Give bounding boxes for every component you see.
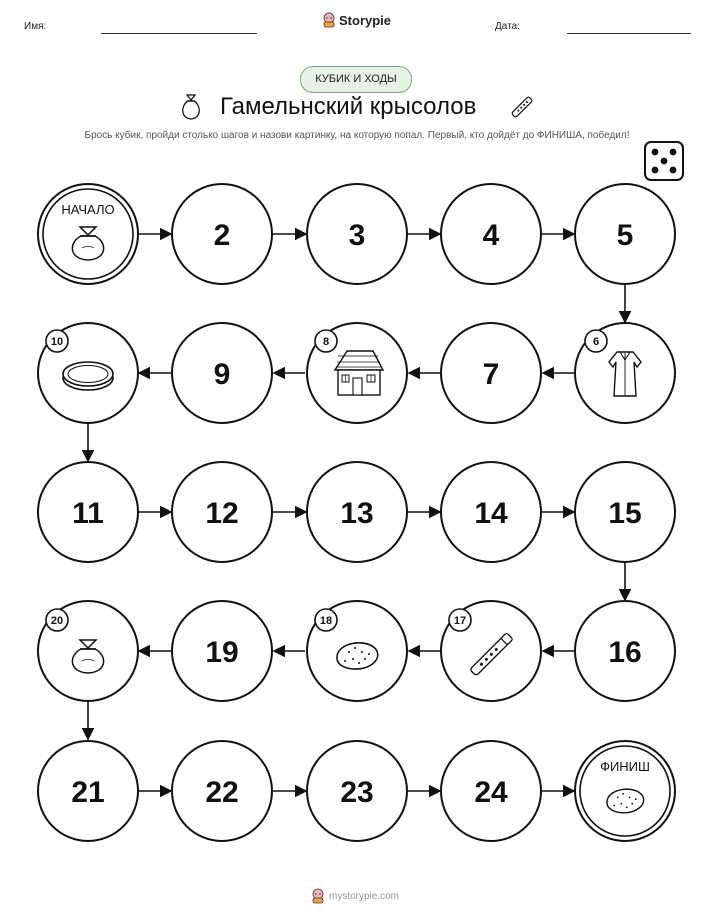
name-label: Имя: bbox=[24, 21, 47, 32]
cell-14[interactable] bbox=[441, 462, 541, 562]
cell-number: 4 bbox=[482, 219, 500, 252]
dice-icon bbox=[645, 142, 683, 180]
bread-icon bbox=[607, 789, 644, 813]
finish-label: ФИНИШ bbox=[600, 759, 650, 774]
cell-number: 23 bbox=[340, 776, 374, 809]
house-icon bbox=[335, 351, 383, 395]
cell-number: 19 bbox=[205, 636, 239, 669]
cell-5[interactable] bbox=[575, 184, 675, 284]
cell-22[interactable] bbox=[172, 741, 272, 841]
cell-finish[interactable] bbox=[575, 741, 675, 841]
cell-16[interactable] bbox=[575, 601, 675, 701]
cell-18[interactable] bbox=[307, 601, 407, 701]
cell-13[interactable] bbox=[307, 462, 407, 562]
page-title: Гамельнский крысолов bbox=[220, 93, 477, 120]
cell-15[interactable] bbox=[575, 462, 675, 562]
cell-number-badge: 8 bbox=[322, 336, 330, 348]
cell-number: 24 bbox=[474, 776, 508, 809]
cell-21[interactable] bbox=[38, 741, 138, 841]
cell-number: 16 bbox=[608, 636, 642, 669]
cell-number-badge: 10 bbox=[50, 336, 64, 348]
cell-19[interactable] bbox=[172, 601, 272, 701]
cell-number-badge: 6 bbox=[592, 336, 600, 348]
cell-3[interactable] bbox=[307, 184, 407, 284]
instructions: Брось кубик, пройди столько шагов и назови картинку, на которую попал. Первый, кто дойдёт до ФИНИША, победил! bbox=[84, 130, 630, 141]
cell-number: 21 bbox=[71, 776, 105, 809]
category-badge: КУБИК И ХОДЫ bbox=[300, 66, 412, 93]
date-label: Дата: bbox=[495, 21, 520, 32]
cell-number-badge: 20 bbox=[50, 615, 64, 627]
cell-number: 13 bbox=[340, 497, 374, 530]
cell-number: 3 bbox=[348, 219, 366, 252]
cell-9[interactable] bbox=[172, 323, 272, 423]
cell-number: 14 bbox=[474, 497, 508, 530]
cell-7[interactable] bbox=[441, 323, 541, 423]
cell-10[interactable] bbox=[38, 323, 138, 423]
cell-6[interactable] bbox=[575, 323, 675, 423]
cell-number: 15 bbox=[608, 497, 642, 530]
cell-number: 9 bbox=[213, 358, 231, 391]
footer-url[interactable]: mystorypie.com bbox=[329, 890, 400, 902]
cell-24[interactable] bbox=[441, 741, 541, 841]
cell-4[interactable] bbox=[441, 184, 541, 284]
cell-number: 5 bbox=[616, 219, 634, 252]
cell-number: 11 bbox=[72, 497, 104, 530]
cell-number: 12 bbox=[205, 497, 239, 530]
cell-11[interactable] bbox=[38, 462, 138, 562]
coin-icon bbox=[63, 362, 113, 390]
cell-start[interactable] bbox=[38, 184, 138, 284]
cell-12[interactable] bbox=[172, 462, 272, 562]
cell-8[interactable] bbox=[307, 323, 407, 423]
pig-mascot-icon bbox=[311, 888, 325, 904]
cell-number: 7 bbox=[482, 358, 500, 391]
cell-number: 2 bbox=[213, 219, 231, 252]
start-label: НАЧАЛО bbox=[61, 202, 115, 217]
cell-number-badge: 17 bbox=[453, 615, 467, 627]
cell-17[interactable] bbox=[441, 601, 541, 701]
cell-number-badge: 18 bbox=[319, 615, 333, 627]
footer bbox=[311, 888, 399, 904]
cell-number: 22 bbox=[205, 776, 239, 809]
cell-2[interactable] bbox=[172, 184, 272, 284]
bread-icon bbox=[337, 643, 378, 669]
cell-23[interactable] bbox=[307, 741, 407, 841]
brand-name: Storypie bbox=[339, 12, 392, 28]
cell-20[interactable] bbox=[38, 601, 138, 701]
